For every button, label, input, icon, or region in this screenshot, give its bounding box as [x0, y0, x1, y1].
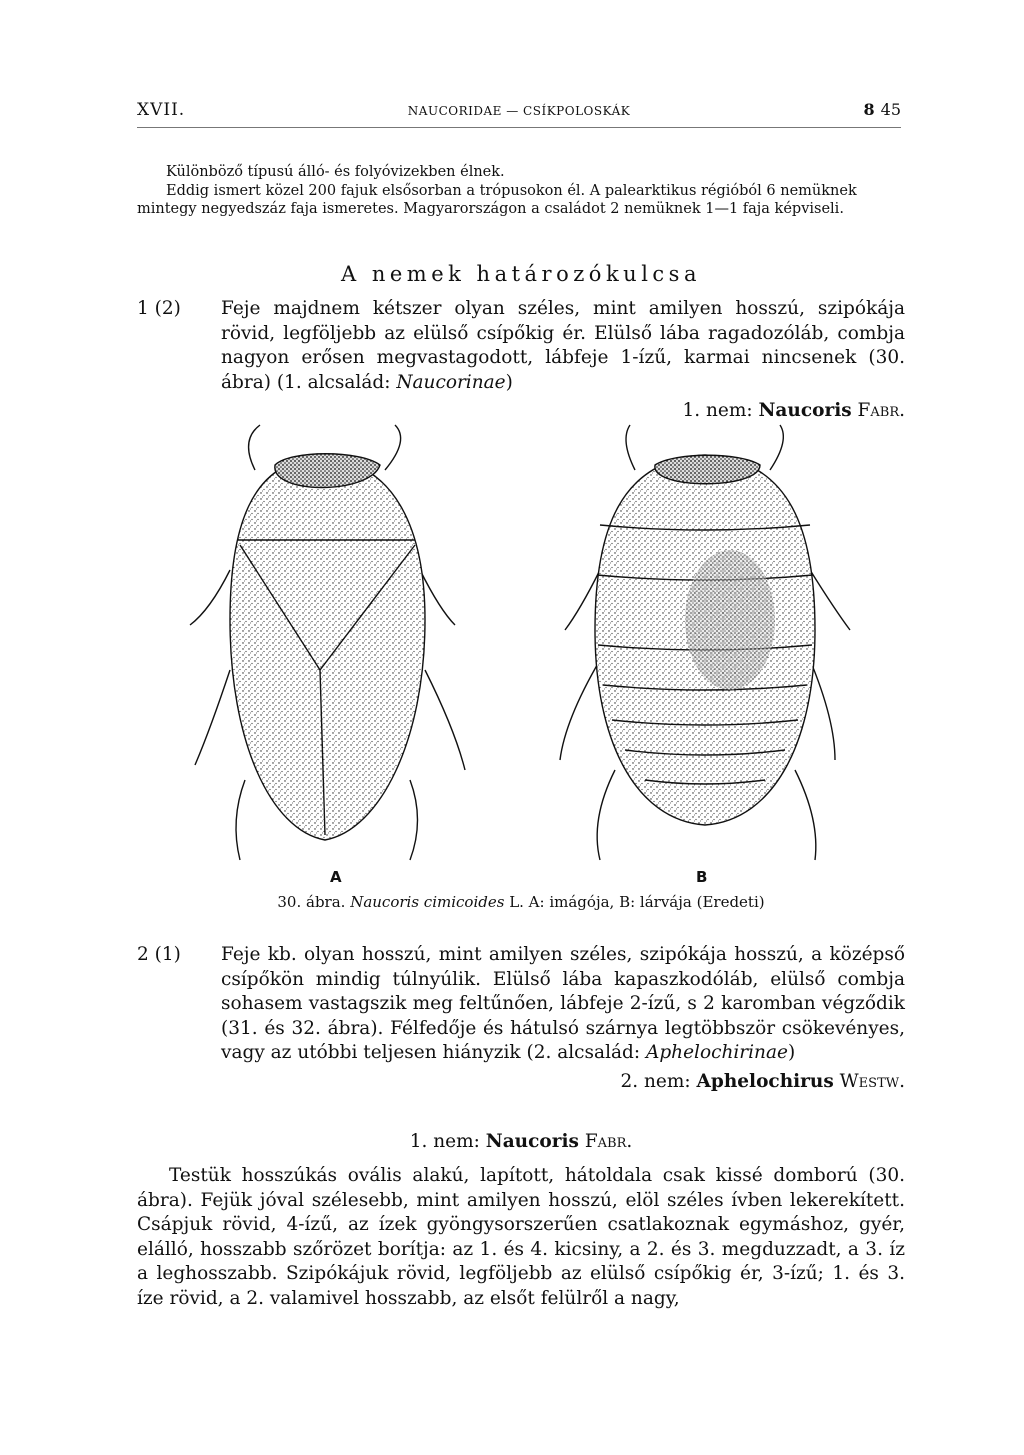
key-item-2	[137, 943, 905, 1094]
adult-specimen	[190, 425, 465, 860]
figure-label-b: B	[696, 868, 708, 886]
key-item-result: 2. nem: Aphelochirus Westw.	[620, 1070, 905, 1092]
figure-label-a: A	[330, 868, 342, 886]
key-item-text: Feje kb. olyan hosszú, mint amilyen széles, szipókája hosszú, a középső csípőkön mindig túlnyúlik. Elülső lába kapaszkodóláb, elülső combja sohasem vastagszik meg feltűnően, lábfeje 2-ízű, s 2 karomban végződik (31. és 32. ábra). Félfedője és hátulsó szárnya legtöbbször csökevényes, vagy az utóbbi teljesen hiányzik (2. alcsalád: Aphelochirinae)	[221, 944, 905, 1063]
page-header	[137, 100, 901, 130]
figure-30	[170, 420, 890, 880]
section-mark: 8	[863, 100, 875, 119]
key-title: A nemek határozókulcsa	[341, 262, 701, 286]
page-number-group	[864, 100, 902, 119]
insect-illustration	[170, 420, 890, 880]
figure-caption: 30. ábra. Naucoris cimicoides L. A: imágója, B: lárvája (Eredeti)	[277, 893, 765, 911]
key-item-number: 1 (2)	[137, 298, 181, 319]
body-paragraph: Testük hosszúkás ovális alakú, lapított, hátoldala csak kissé domború (30. ábra). Fejük jóval szélesebb, mint amilyen hosszú, elöl széles ívben lekerekített. Csápjuk rövid, 4-ízű, az ízek gyöngysorszerűen csatlakoznak egymáshoz, gyér, elálló, hosszabb szőrözet borítja: az 1. és 4. kicsiny, a 2. és 3. megduzzadt, a 3. íz a leghosszabb. Szipókájuk rövid, legföljebb az elülső csípőkig ér, 3-ízű; 1. és 3. íze rövid, a 2. valamivel hosszabb, az elsőt felülről a nagy,	[137, 1165, 905, 1309]
larva-specimen	[560, 425, 850, 860]
chapter-number: XVII.	[137, 100, 186, 120]
key-item-result: 1. nem: Naucoris Fabr.	[682, 400, 905, 421]
key-item-1	[137, 297, 905, 424]
intro-line-1: Különböző típusú álló- és folyóvizekben élnek.	[166, 164, 505, 180]
key-item-number: 2 (1)	[137, 944, 181, 965]
intro-text	[137, 163, 905, 219]
running-title: NAUCORIDAE — CSÍKPOLOSKÁK	[407, 104, 631, 118]
header-rule	[137, 127, 901, 128]
section-title: 1. nem: Naucoris Fabr.	[409, 1131, 633, 1152]
key-item-text: Feje majdnem kétszer olyan széles, mint amilyen hosszú, szipókája rövid, legföljebb az elülső csípőkig ér. Elülső lába ragadozóláb, combja nagyon erősen megvastagodott, lábfeje 1-ízű, karmai nincsenek (30. ábra) (1. alcsalád: Naucorinae)	[221, 298, 905, 393]
page-number: 45	[880, 100, 901, 119]
intro-paragraph: Eddig ismert közel 200 fajuk elsősorban a trópusokon él. A palearktikus régióból 6 nemüknek mintegy negyedszáz faja ismeretes. Magyarországon a családot 2 nemüknek 1—1 faja képviseli.	[137, 182, 857, 217]
